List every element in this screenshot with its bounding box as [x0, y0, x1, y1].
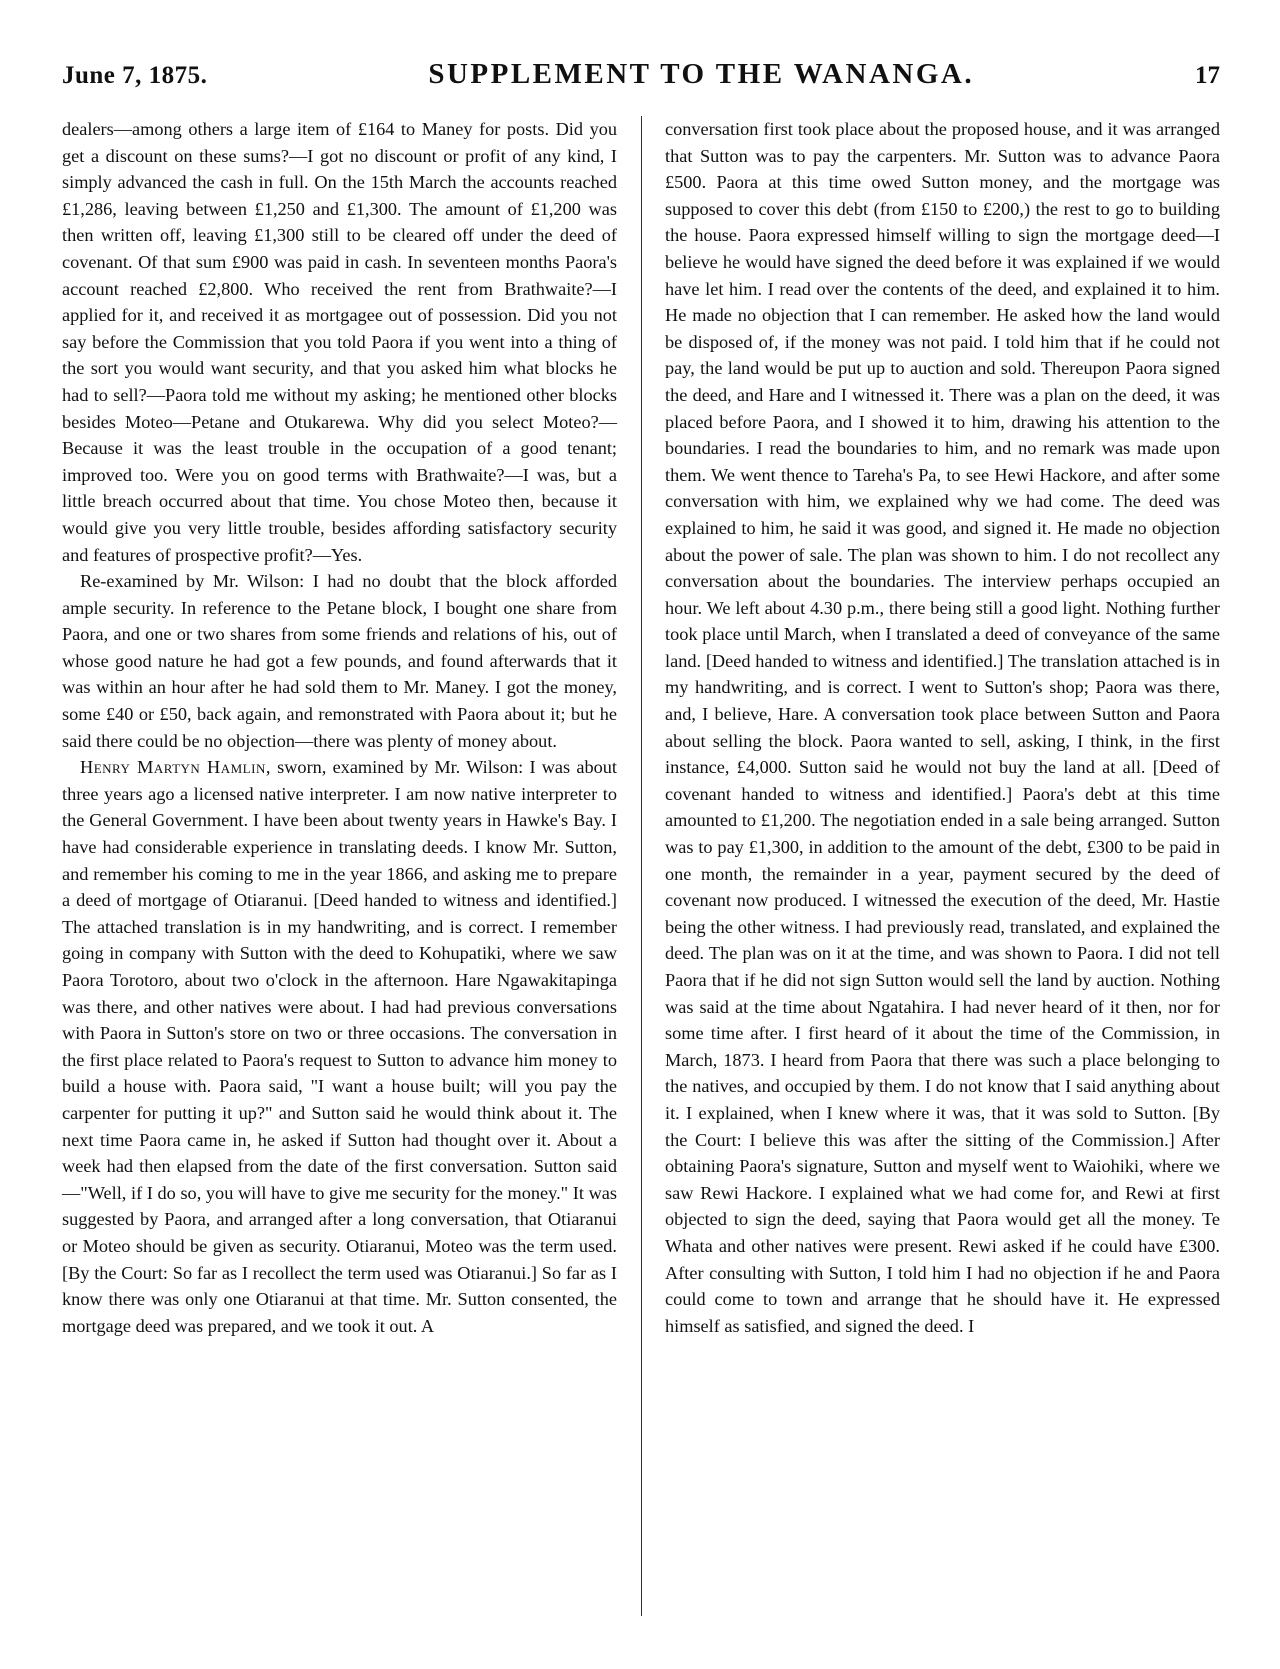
paragraph: dealers—among others a large item of £164 to Maney for posts. Did you get a discount on these sums?—I got no discount or profit of any kind, I simply advanced the cash in full. On the 15th March the accounts reached £1,286, leaving between £1,250 and £1,300. The amount of £1,200 was then written off, leaving £1,300 still to be cleared off under the deed of covenant. Of that sum £900 was paid in cash. In seventeen months Paora's account reached £2,800. Who received the rent from Brathwaite?—I applied for it, and received it as mortgagee out of possession. Did you not say before the Commission that you told Paora if you went into a thing of the sort you would want security, and that you asked him what blocks he had to sell?—Paora told me without my asking; he mentioned other blocks besides Moteo—Petane and Otukarewa. Why did you select Moteo?—Because it was the least trouble in the occupation of a good tenant; improved too. Were you on good terms with Brathwaite?—I was, but a little breach occurred about that time. You chose Moteo then, because it would give you very little trouble, besides affording satisfactory security and features of prospective profit?—Yes.	[62, 119, 617, 565]
paragraph: Re-examined by Mr. Wilson: I had no doubt that the block afforded ample security. In reference to the Petane block, I bought one share from Paora, and one or two shares from some friends and relations of his, out of whose good nature he had got a few pounds, and found afterwards that it was within an hour after he had sold them to Mr. Maney. I got the money, some £40 or £50, back again, and remonstrated with Paora about it; but he said there could be no objection—there was plenty of money about.	[62, 571, 617, 751]
right-column	[665, 116, 1220, 1339]
page-header	[62, 58, 1220, 102]
paragraph	[62, 754, 617, 1339]
witness-name: Henry Martyn Hamlin,	[80, 757, 271, 778]
article-columns	[62, 116, 1220, 1339]
paragraph: conversation first took place about the proposed house, and it was arranged that Sutton was to pay the carpenters. Mr. Sutton was to advance Paora £500. Paora at this time owed Sutton money, and the mortgage was supposed to cover this debt (from £150 to £200,) the rest to go to building the house. Paora expressed himself willing to sign the mortgage deed—I believe he would have signed the deed before it was explained if we would have let him. I read over the contents of the deed, and explained it to him. He made no objection that I can remember. He asked how the land would be disposed of, if the money was not paid. I told him that if he could not pay, the land would be put up to auction and sold. Thereupon Paora signed the deed, and Hare and I witnessed it. There was a plan on the deed, it was placed before Paora, and I showed it to him, drawing his attention to the boundaries. I read the boundaries to him, and no remark was made upon them. We went thence to Tareha's Pa, to see Hewi Hackore, and after some conversation with him, we explained why we had come. The deed was explained to him, he said it was good, and signed it. He made no objection about the power of sale. The plan was shown to him. I do not recollect any conversation about the boundaries. The interview perhaps occupied an hour. We left about 4.30 p.m., there being still a good light. Nothing further took place until March, when I translated a deed of conveyance of the same land. [Deed handed to witness and identified.] The translation attached is in my handwriting, and is correct. I went to Sutton's shop; Paora was there, and, I believe, Hare. A conversation took place between Sutton and Paora about selling the block. Paora wanted to sell, asking, I think, in the first instance, £4,000. Sutton said he would not buy the land at all. [Deed of covenant handed to witness and identified.] Paora's debt at this time amounted to £1,200. The negotiation ended in a sale being arranged. Sutton was to pay £1,300, in addition to the amount of the debt, £300 to be paid in one month, the remainder in a year, payment secured by the deed of covenant now produced. I witnessed the execution of the deed, Mr. Hastie being the other witness. I had previously read, translated, and explained the deed. The plan was on it at the time, and was shown to Paora. I did not tell Paora that if he did not sign Sutton would sell the land by auction. Nothing was said at the time about Ngatahira. I had never heard of it then, nor for some time after. I first heard of it about the time of the Commission, in March, 1873. I heard from Paora that there was such a place belonging to the natives, and occupied by them. I do not know that I said anything about it. I explained, when I knew where it was, that it was sold to Sutton. [By the Court: I believe this was after the sitting of the Commission.] After obtaining Paora's signature, Sutton and myself went to Waiohiki, where we saw Rewi Hackore. I explained what we had come for, and Rewi at first objected to sign the deed, saying that Paora would get all the money. Te Whata and other natives were present. Rewi asked if he could have £300. After consulting with Sutton, I told him I had no objection if he and Paora could come to town and arrange that he should have it. He expressed himself as satisfied, and signed the deed. I	[665, 119, 1220, 1336]
left-column	[62, 116, 617, 1339]
issue-date: June 7, 1875.	[62, 62, 208, 89]
column-divider	[641, 116, 642, 1616]
publication-title: SUPPLEMENT TO THE WANANGA.	[428, 58, 975, 90]
page-number: 17	[1194, 62, 1220, 89]
paragraph-text: sworn, examined by Mr. Wilson: I was about three years ago a licensed native interpreter. I am now native interpreter to the General Government. I have been about twenty years in Hawke's Bay. I have had considerable experience in translating deeds. I know Mr. Sutton, and remember his coming to me in the year 1866, and asking me to prepare a deed of mortgage of Otiaranui. [Deed handed to witness and identified.] The attached translation is in my handwriting, and is correct. I remember going in company with Sutton with the deed to Kohupatiki, where we saw Paora Torotoro, about two o'clock in the afternoon. Hare Ngawakitapinga was there, and other natives were about. I had had previous conversations with Paora in Sutton's store on two or three occasions. The conversation in the first place related to Paora's request to Sutton to advance him money to build a house with. Paora said, "I want a house built; will you pay the carpenter for putting it up?" and Sutton said he would think about it. The next time Paora came in, he asked if Sutton had thought over it. About a week had then elapsed from the date of the first conversation. Sutton said—"Well, if I do so, you will have to give me security for the money." It was suggested by Paora, and arranged after a long conversation, that Otiaranui or Moteo should be given as security. Otiaranui, Moteo was the term used. [By the Court: So far as I recollect the term used was Otiaranui.] So far as I know there was only one Otiaranui at that time. Mr. Sutton consented, the mortgage deed was prepared, and we took it out. A	[62, 757, 617, 1336]
